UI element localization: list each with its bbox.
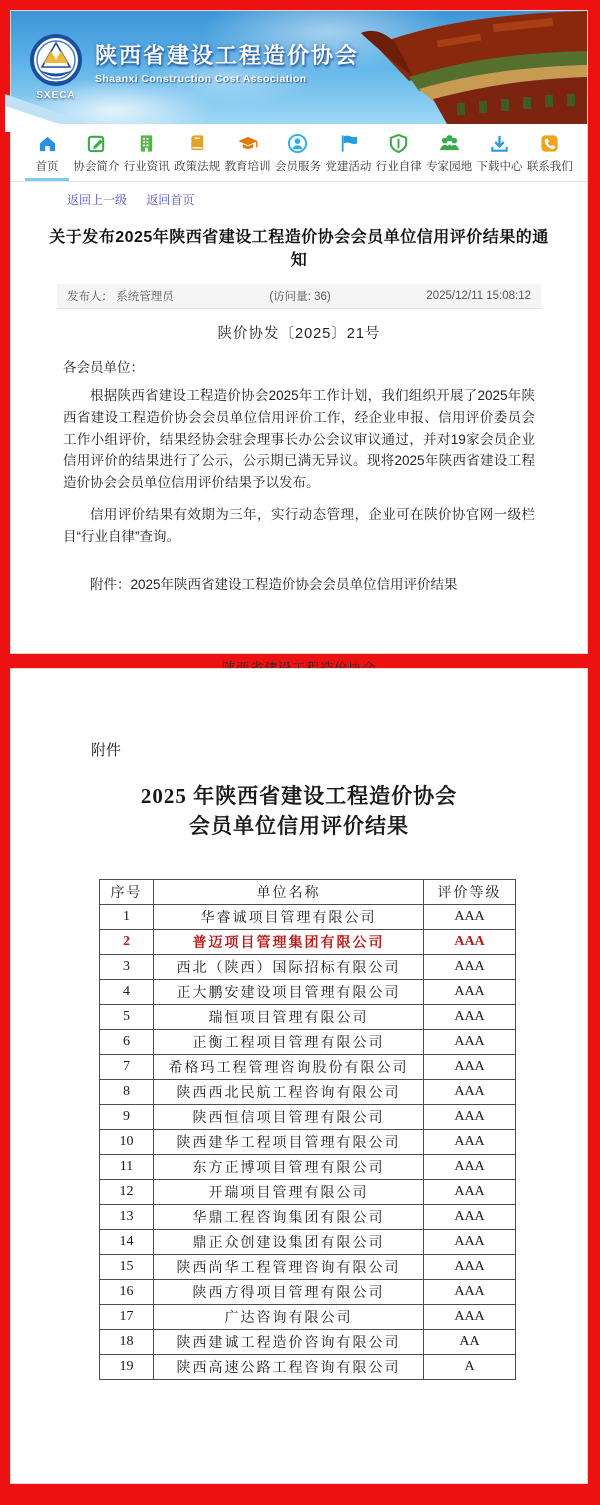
org-name-english: Shaanxi Construction Cost Association (95, 73, 307, 85)
nav-item-industry-news[interactable] (124, 132, 170, 181)
attachment-reference-line: 附件：2025年陕西省建设工程造价协会会员单位信用评价结果 (90, 576, 458, 592)
nav-item-policies[interactable] (174, 132, 220, 181)
notice-title: 关于发布2025年陕西省建设工程造价协会会员单位信用评价结果的通知 (49, 229, 549, 269)
rating: AAA (424, 980, 516, 1005)
breadcrumb (11, 182, 587, 208)
nav-item-label: 首页 (35, 161, 59, 173)
nav-item-label: 教育培训 (224, 161, 271, 173)
row-number: 14 (100, 1230, 154, 1255)
row-number: 8 (100, 1080, 154, 1105)
nav-item-label: 协会简介 (73, 161, 120, 173)
rating: AAA (424, 1130, 516, 1155)
flag-icon (338, 132, 359, 154)
rating: AAA (424, 1305, 516, 1330)
table-row (100, 1280, 516, 1305)
company-name: 陕西高速公路工程咨询有限公司 (154, 1355, 424, 1380)
row-number: 3 (100, 955, 154, 980)
company-name: 西北（陕西）国际招标有限公司 (154, 955, 424, 980)
table-row (100, 1330, 516, 1355)
users-icon (438, 132, 461, 154)
nav-item-label: 行业资讯 (123, 161, 170, 173)
table-row (100, 1180, 516, 1205)
attachment-title (11, 781, 587, 842)
company-name: 瑞恒项目管理有限公司 (154, 1005, 424, 1030)
company-name: 鼎正众创建设集团有限公司 (154, 1230, 424, 1255)
nav-item-education[interactable] (225, 132, 271, 181)
table-row (100, 980, 516, 1005)
company-name: 华鼎工程咨询集团有限公司 (154, 1205, 424, 1230)
company-name: 陕西尚华工程管理咨询有限公司 (154, 1255, 424, 1280)
notice-paragraph-1: 根据陕西省建设工程造价协会2025年工作计划，我们组织开展了2025年陕西省建设工程造价协会会员单位信用评价工作，经企业申报、信用评价委员会工作小组评价，结果经协会驻会理事长办公会议审议通过，并对19家会员企业信用评价的结果进行了公示，公示期已满无异议。现将2025年陕西省建设工程造价协会会员单位信用评价结果予以发布。 (63, 387, 535, 491)
nav-item-contact[interactable] (527, 132, 573, 181)
book-icon (187, 132, 208, 154)
rating: AAA (424, 1230, 516, 1255)
row-number: 18 (100, 1330, 154, 1355)
table-row (100, 1105, 516, 1130)
table-row (100, 1055, 516, 1080)
rating: AAA (424, 1030, 516, 1055)
nav-item-label: 联系我们 (526, 161, 573, 173)
notice-body (63, 357, 535, 717)
rating: AAA (424, 1205, 516, 1230)
main-navigation (11, 124, 587, 182)
site-banner (11, 11, 587, 124)
table-header-row (100, 880, 516, 905)
nav-item-label: 下载中心 (476, 161, 523, 173)
back-to-home-link[interactable]: 返回首页 (146, 193, 195, 207)
nav-item-label: 政策法规 (174, 161, 221, 173)
company-name: 陕西恒信项目管理有限公司 (154, 1105, 424, 1130)
table-row (100, 1255, 516, 1280)
nav-item-self-discipline[interactable] (376, 132, 422, 181)
table-row (100, 1155, 516, 1180)
rating: AAA (424, 1255, 516, 1280)
table-row (100, 930, 516, 955)
phone-icon (539, 132, 560, 154)
row-number: 11 (100, 1155, 154, 1180)
company-name: 陕西西北民航工程咨询有限公司 (154, 1080, 424, 1105)
salutation: 各会员单位： (63, 360, 144, 375)
nav-item-party-building[interactable] (325, 132, 371, 181)
table-row (100, 1080, 516, 1105)
header-company-name: 单位名称 (154, 880, 424, 905)
table-row (100, 1005, 516, 1030)
company-name: 普迈项目管理集团有限公司 (154, 930, 424, 955)
rating: A (424, 1355, 516, 1380)
association-logo[interactable] (27, 33, 85, 101)
rating: AAA (424, 1080, 516, 1105)
row-number: 13 (100, 1205, 154, 1230)
row-number: 1 (100, 905, 154, 930)
row-number: 16 (100, 1280, 154, 1305)
page (0, 10, 600, 1505)
shield-icon (388, 132, 409, 154)
notice-paragraph-2: 信用评价结果有效期为三年，实行动态管理，企业可在陕价协官网一级栏目“行业自律”查询。 (63, 507, 535, 545)
building-icon (136, 132, 157, 154)
rating: AA (424, 1330, 516, 1355)
rating: AAA (424, 955, 516, 980)
nav-item-label: 党建活动 (325, 161, 372, 173)
rating-table-body (100, 905, 516, 1380)
rating: AAA (424, 930, 516, 955)
rating: AAA (424, 1105, 516, 1130)
logo-acronym: SXECA (36, 90, 76, 101)
company-name: 东方正博项目管理有限公司 (154, 1155, 424, 1180)
company-name: 陕西建华工程项目管理有限公司 (154, 1130, 424, 1155)
download-icon (489, 132, 510, 154)
row-number: 15 (100, 1255, 154, 1280)
table-row (100, 1205, 516, 1230)
rating: AAA (424, 1180, 516, 1205)
company-name: 广达咨询有限公司 (154, 1305, 424, 1330)
attachment-label: 附件 (91, 743, 122, 759)
row-number: 19 (100, 1355, 154, 1380)
table-row (100, 1030, 516, 1055)
back-to-parent-link[interactable]: 返回上一级 (67, 193, 128, 207)
rating: AAA (424, 905, 516, 930)
company-name: 希格玛工程管理咨询股份有限公司 (154, 1055, 424, 1080)
header-rating: 评价等级 (424, 880, 516, 905)
row-number: 17 (100, 1305, 154, 1330)
company-name: 正衡工程项目管理有限公司 (154, 1030, 424, 1055)
rating: AAA (424, 1155, 516, 1180)
table-row (100, 1230, 516, 1255)
rating: AAA (424, 1005, 516, 1030)
document-number: 陕价协发〔2025〕21号 (217, 326, 381, 342)
row-number: 12 (100, 1180, 154, 1205)
nav-item-home[interactable] (25, 132, 69, 181)
row-number: 2 (100, 930, 154, 955)
row-number: 10 (100, 1130, 154, 1155)
row-number: 7 (100, 1055, 154, 1080)
row-number: 6 (100, 1030, 154, 1055)
nav-item-experts[interactable] (426, 132, 472, 181)
org-name-chinese: 陕西省建设工程造价协会 (95, 43, 360, 68)
nav-item-downloads[interactable] (477, 132, 523, 181)
notice-meta-bar (57, 284, 541, 309)
table-row (100, 955, 516, 980)
table-row (100, 1305, 516, 1330)
nav-item-label: 会员服务 (274, 161, 321, 173)
row-number: 5 (100, 1005, 154, 1030)
company-name: 开瑞项目管理有限公司 (154, 1180, 424, 1205)
nav-item-label: 专家园地 (426, 161, 473, 173)
credit-rating-table (99, 879, 516, 1380)
company-name: 华睿诚项目管理有限公司 (154, 905, 424, 930)
table-row (100, 1355, 516, 1380)
header-index: 序号 (100, 880, 154, 905)
graduation-cap-icon (237, 132, 259, 154)
row-number: 9 (100, 1105, 154, 1130)
table-row (100, 1130, 516, 1155)
publish-datetime: 2025/12/11 15:08:12 (426, 290, 531, 302)
company-name: 陕西建诚工程造价咨询有限公司 (154, 1330, 424, 1355)
visit-count: (访问量: 36) (269, 291, 331, 303)
table-row (100, 905, 516, 930)
rating: AAA (424, 1280, 516, 1305)
attachment-title-line2: 会员单位信用评价结果 (189, 814, 409, 839)
rating: AAA (424, 1055, 516, 1080)
attachment-title-line1: 2025 年陕西省建设工程造价协会 (140, 784, 458, 808)
nav-item-member-services[interactable] (275, 132, 321, 181)
attachment-panel (10, 668, 588, 1484)
home-icon (37, 132, 58, 154)
notice-page-panel (10, 10, 588, 654)
publisher-info: 发布人： 系统管理员 (67, 291, 174, 303)
nav-item-label: 行业自律 (375, 161, 422, 173)
edit-icon (86, 132, 107, 154)
nav-item-about[interactable] (73, 132, 119, 181)
row-number: 4 (100, 980, 154, 1005)
company-name: 陕西方得项目管理有限公司 (154, 1280, 424, 1305)
user-circle-icon (287, 132, 308, 154)
company-name: 正大鹏安建设项目管理有限公司 (154, 980, 424, 1005)
